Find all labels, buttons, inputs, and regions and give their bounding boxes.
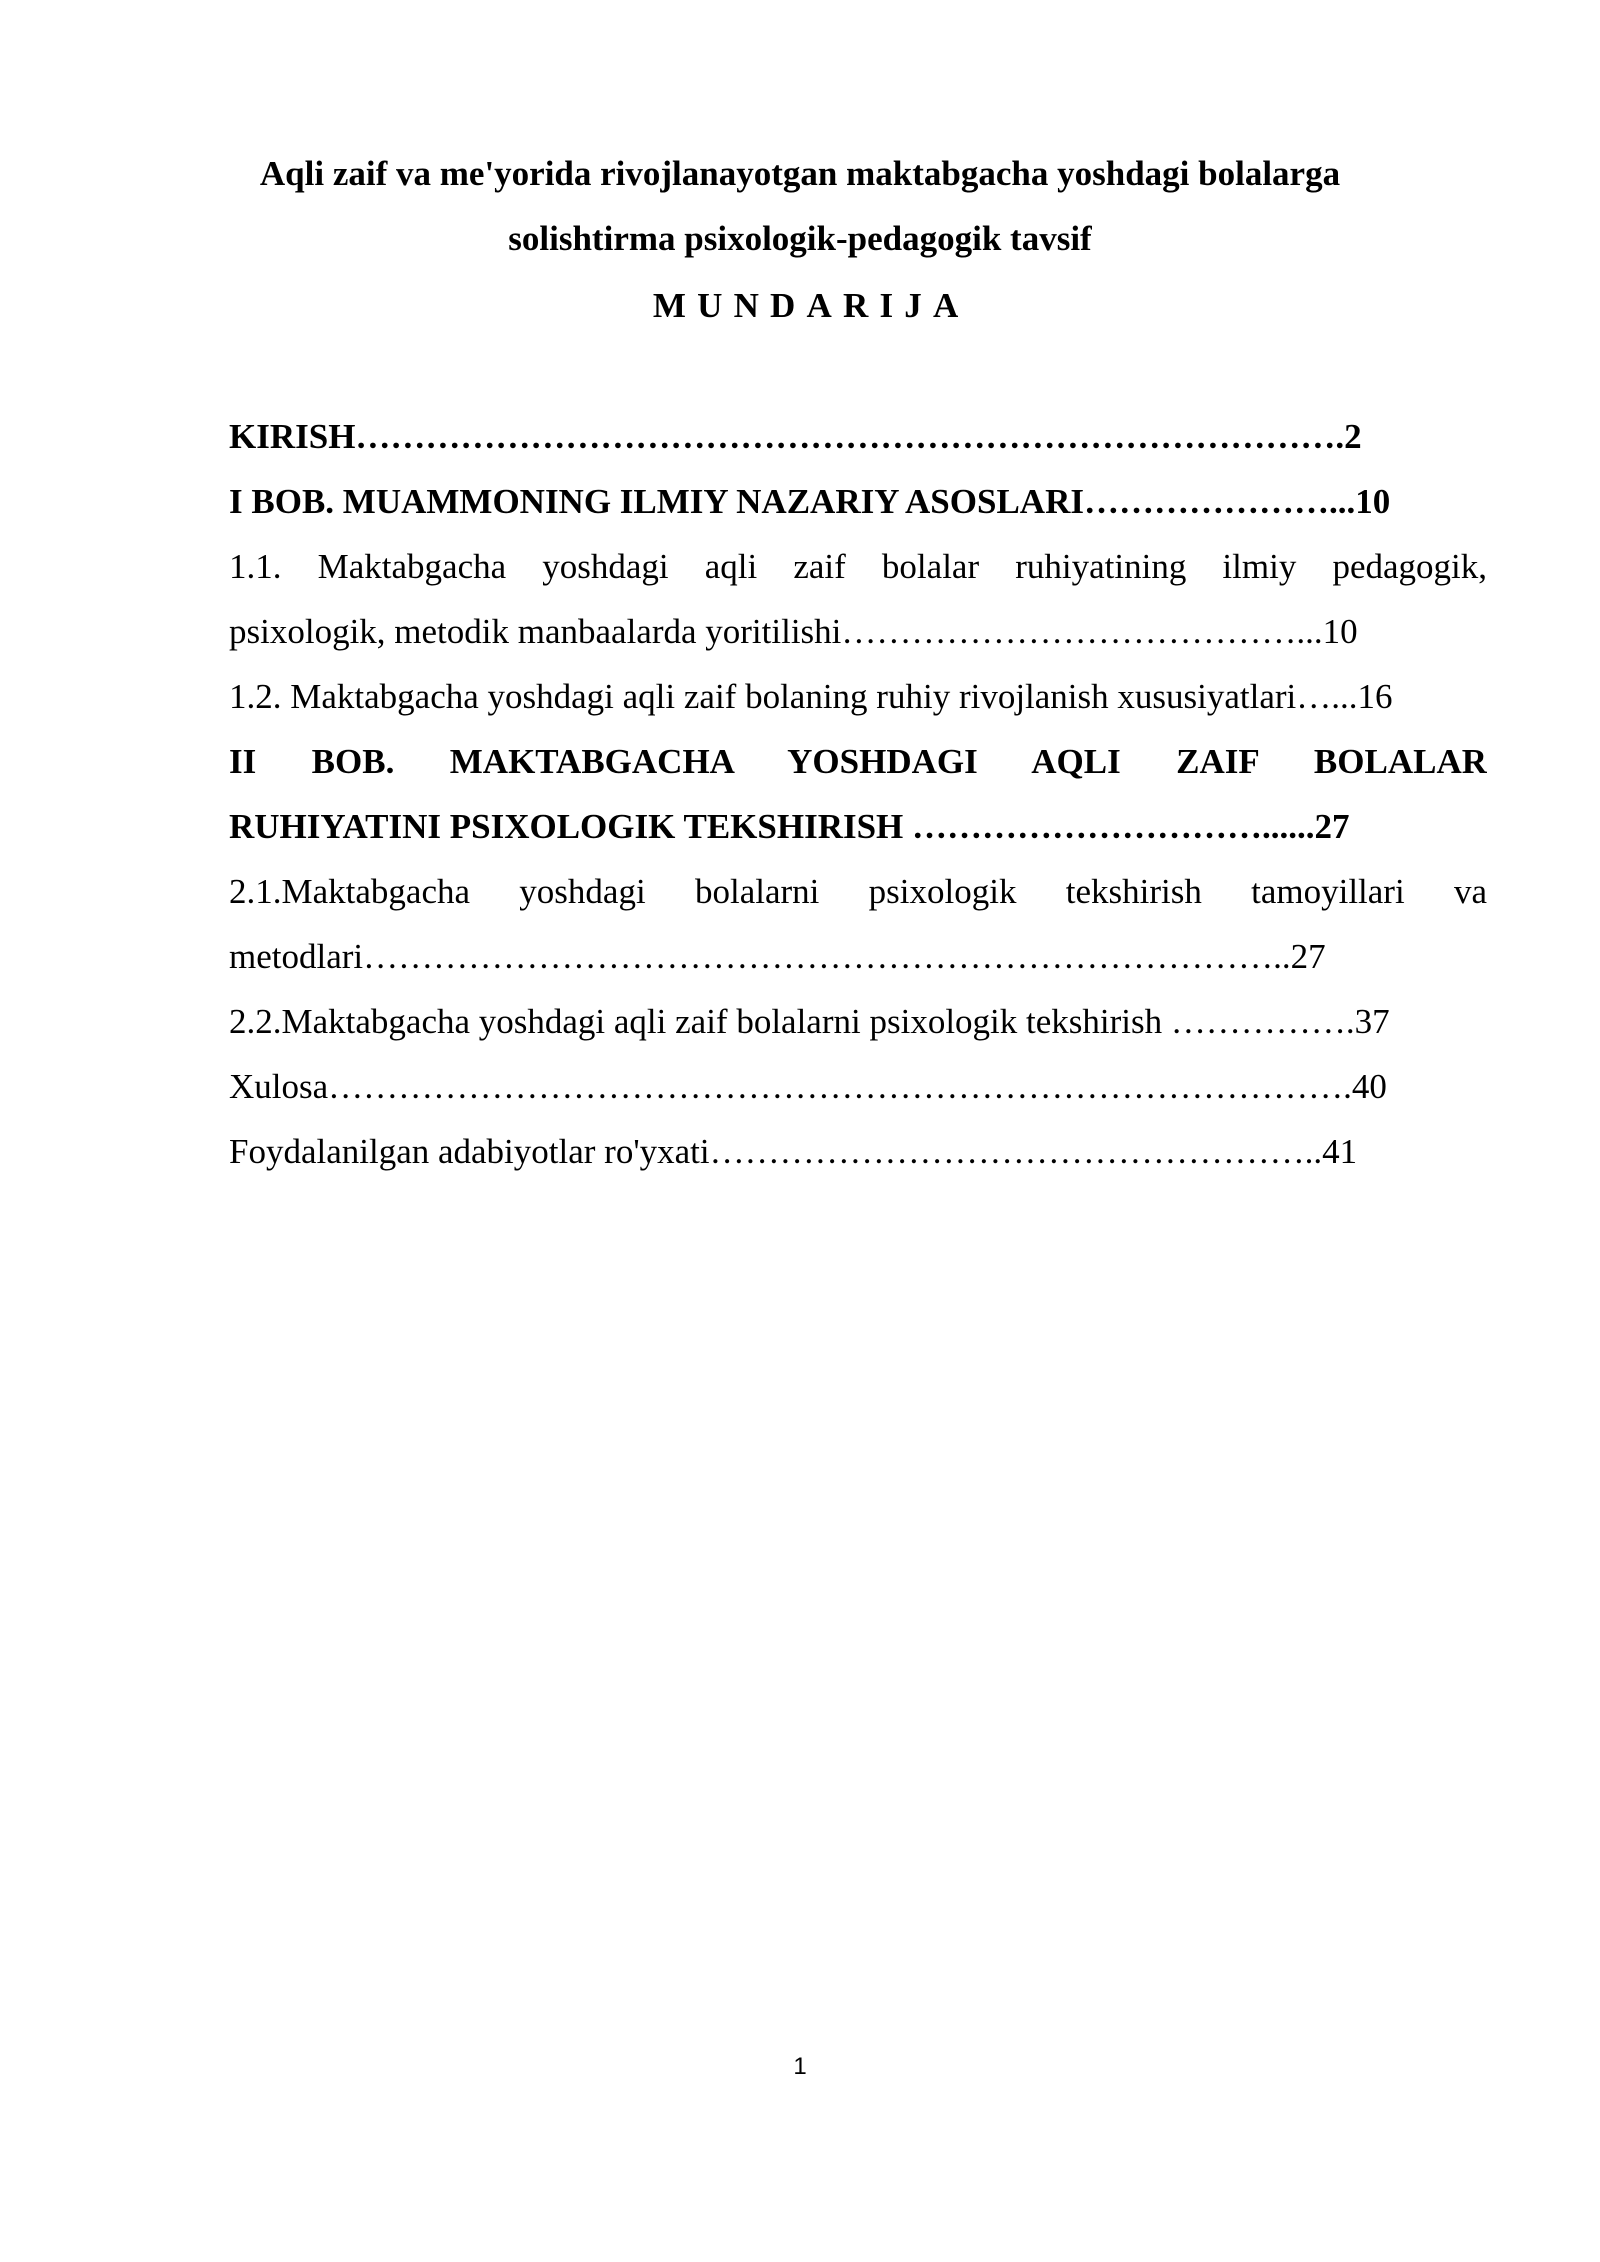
toc-entry-chapter-2: II BOB. MAKTABGACHA YOSHDAGI AQLI ZAIF BOLALAR	[229, 742, 1487, 781]
toc-entry-section-1-1: 1.1. Maktabgacha yoshdagi aqli zaif bolalar ruhiyatining ilmiy pedagogik,	[229, 547, 1487, 586]
toc-entry-section-1-1-continued: psixologik, metodik manbaalarda yoritilishi…………………………………...10	[229, 612, 1358, 651]
contents-heading: MUNDARIJA	[652, 286, 970, 325]
toc-entry-references: Foydalanilgan adabiyotlar ro'yxati……………………………………………..41	[229, 1132, 1358, 1171]
toc-entry-chapter-2-continued: RUHIYATINI PSIXOLOGIK TEKSHIRISH …………………………......27	[229, 807, 1350, 846]
toc-entry-section-2-1: 2.1.Maktabgacha yoshdagi bolalarni psixologik tekshirish tamoyillari va	[229, 872, 1487, 911]
toc-entry-conclusion: Xulosa…………………………………………………………………………….40	[229, 1067, 1387, 1106]
document-title-line-1: Aqli zaif va me'yorida rivojlanayotgan maktabgacha yoshdagi bolalarga	[259, 154, 1341, 193]
toc-entry-section-2-2: 2.2.Maktabgacha yoshdagi aqli zaif bolalarni psixologik tekshirish …………….37	[229, 1002, 1390, 1041]
toc-entry-section-1-2: 1.2. Maktabgacha yoshdagi aqli zaif bolaning ruhiy rivojlanish xususiyatlari…...16	[229, 677, 1393, 716]
table-of-contents	[229, 404, 1487, 1184]
page-number: 1	[793, 2053, 807, 2080]
toc-entry-introduction: KIRISH………………………………………………………………………….2	[229, 417, 1362, 456]
toc-entry-chapter-1: I BOB. MUAMMONING ILMIY NAZARIY ASOSLARI…………………...10	[229, 482, 1391, 521]
toc-entry-section-2-1-continued: metodlari……………………………………………………………………..27	[229, 937, 1326, 976]
document-title-line-2: solishtirma psixologik-pedagogik tavsif	[508, 219, 1092, 258]
